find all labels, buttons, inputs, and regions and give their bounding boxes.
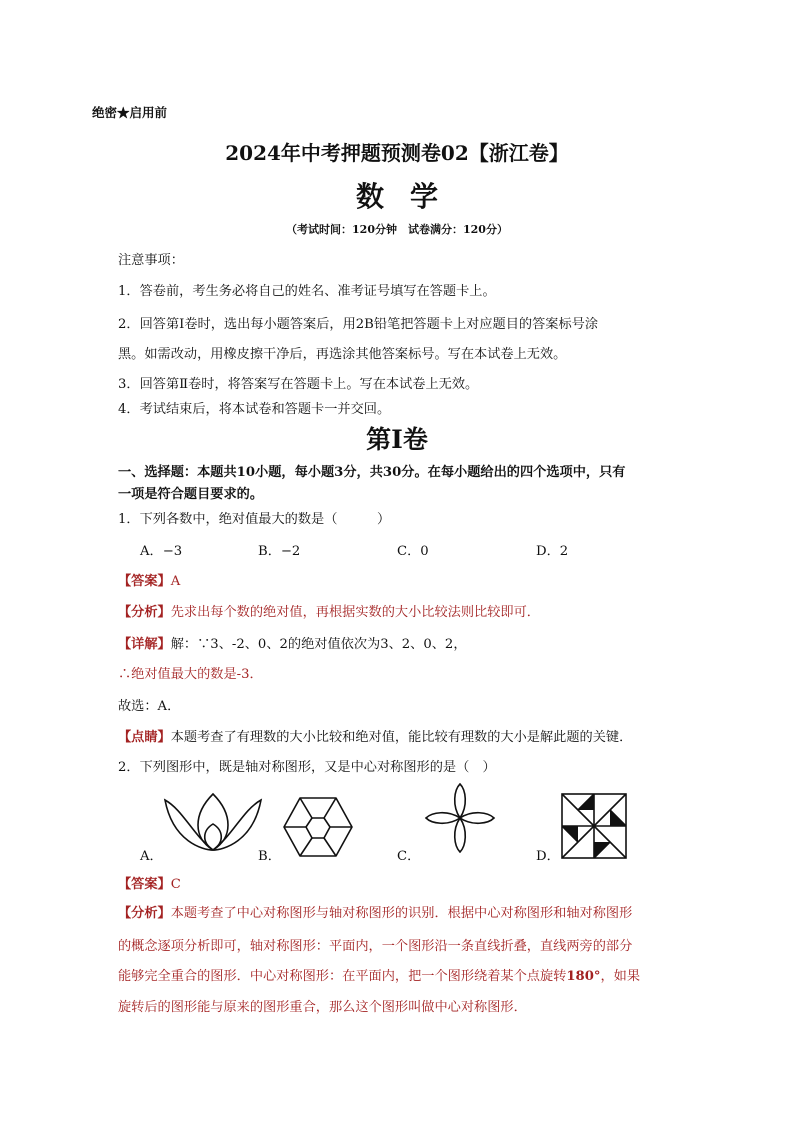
subject-title: 数学 [355, 180, 464, 213]
comment-tag: 【点睛】 [118, 730, 171, 745]
answer-tag: 【答案】 [118, 574, 171, 589]
q2-label-a: A． [140, 849, 163, 864]
q1-detail [118, 633, 467, 652]
notice-item-4: 4．考试结束后，将本试卷和答题卡一并交回。 [118, 402, 391, 417]
q2-label-d: D． [536, 849, 560, 864]
q1-option-a: A．−3 [140, 544, 183, 559]
notice-item-2-cont: 黑。如需改动，用橡皮擦干净后，再选涂其他答案标号。写在本试卷上无效。 [118, 347, 567, 362]
comment-text: 本题考查了有理数的大小比较和绝对值，能比较有理数的大小是解此题的关键． [170, 730, 633, 745]
section-desc-1: 一、选择题：本题共10小题，每小题3分，共30分。在每小题给出的四个选项中，只有 [118, 465, 626, 480]
rotation-angle: 180° [566, 969, 601, 984]
q2-figure-c-four-petals [424, 782, 496, 854]
q1-comment [118, 726, 632, 745]
exam-info: （考试时间：120分钟 试卷满分：120分） [286, 223, 508, 236]
q1-analysis [118, 601, 540, 620]
detail-tag: 【详解】 [118, 637, 171, 652]
analysis-text: 本题考查了中心对称图形与轴对称图形的识别．根据中心对称图形和轴对称图形 [170, 906, 633, 921]
notice-item-2: 2．回答第Ⅰ卷时，选出每小题答案后，用2B铅笔把答题卡上对应题目的答案标号涂 [118, 317, 599, 332]
answer-value: A [170, 574, 181, 589]
analysis-line-3-tail: ，如果 [600, 969, 641, 984]
q2-label-b: B． [258, 849, 281, 864]
section-title: 第Ⅰ卷 [366, 425, 428, 454]
analysis-tag: 【分析】 [118, 605, 171, 620]
q1-option-d: D．2 [536, 544, 569, 559]
q1-stem: 1．下列各数中，绝对值最大的数是（ ） [118, 512, 391, 527]
answer-tag: 【答案】 [118, 877, 171, 892]
q1-option-b: B．−2 [258, 544, 301, 559]
analysis-line-3-text: 能够完全重合的图形．中心对称图形：在平面内，把一个图形绕着某个点旋转 [118, 969, 567, 984]
q2-figure-a-lotus [163, 790, 263, 852]
q2-analysis-line-1 [118, 902, 632, 921]
q2-stem: 2．下列图形中，既是轴对称图形，又是中心对称图形的是（ ） [118, 760, 496, 775]
exam-title: 2024年中考押题预测卷02【浙江卷】 [225, 141, 569, 165]
answer-value: C [170, 877, 181, 892]
q1-option-c: C．0 [397, 544, 429, 559]
q2-figure-d-pinwheel [560, 792, 628, 860]
analysis-text: 先求出每个数的绝对值，再根据实数的大小比较法则比较即可． [170, 605, 540, 620]
q2-analysis-line-4: 旋转后的图形能与原来的图形重合，那么这个图形叫做中心对称图形． [118, 1000, 527, 1015]
q2-answer [118, 873, 181, 892]
q1-choose: 故选：A． [118, 699, 181, 714]
q1-detail-line-2: ∴绝对值最大的数是-3． [118, 667, 263, 682]
section-desc-2: 一项是符合题目要求的。 [118, 487, 264, 502]
notice-item-3: 3．回答第Ⅱ卷时，将答案写在答题卡上。写在本试卷上无效。 [118, 377, 479, 392]
confidential-mark: 绝密★启用前 [92, 105, 168, 120]
q2-analysis-line-3 [118, 965, 640, 984]
q2-label-c: C． [397, 849, 421, 864]
notice-item-1: 1．答卷前，考生务必将自己的姓名、准考证号填写在答题卡上。 [118, 284, 496, 299]
notice-heading: 注意事项： [118, 253, 184, 268]
q2-analysis-line-2: 的概念逐项分析即可，轴对称图形：平面内，一个图形沿一条直线折叠，直线两旁的部分 [118, 939, 633, 954]
detail-line-1: 解：∵3、-2、0、2的绝对值依次为3、2、0、2， [170, 637, 467, 652]
q1-answer [118, 570, 180, 589]
analysis-tag: 【分析】 [118, 906, 171, 921]
q2-figure-b-hexagon-arrows [282, 796, 354, 858]
